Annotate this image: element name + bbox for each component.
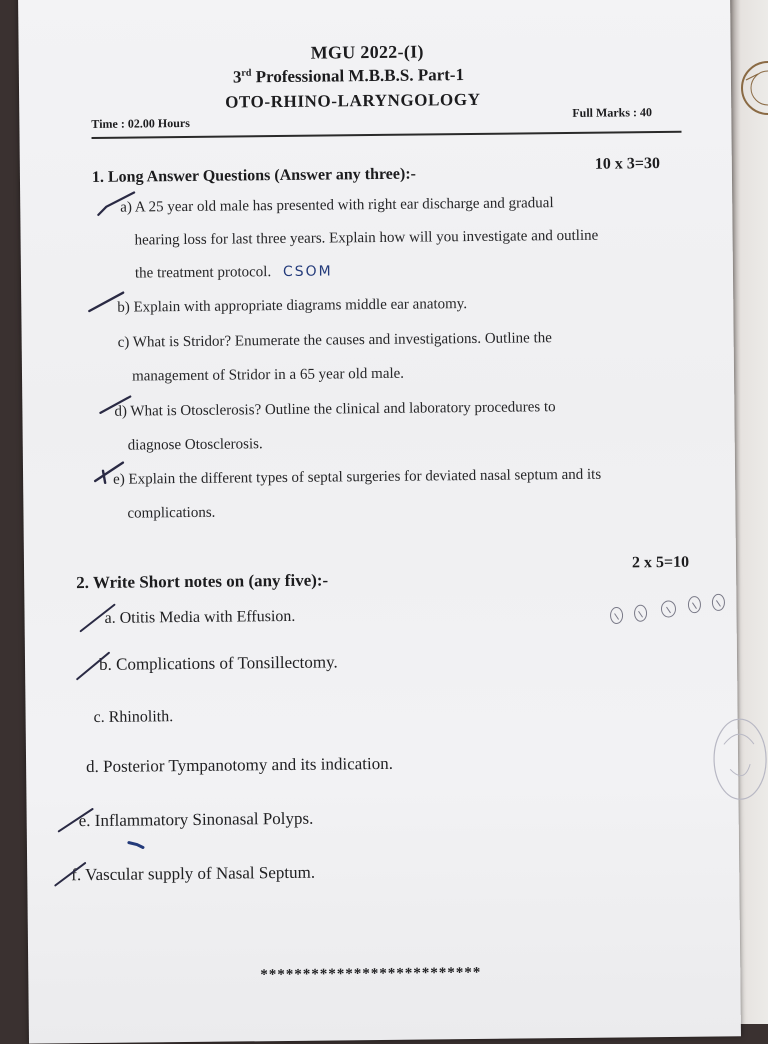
footer-stars: ************************** [260, 964, 482, 984]
short-note-c: c. Rhinolith. [93, 708, 174, 726]
header-divider [92, 131, 682, 139]
question-e-line2: complications. [127, 504, 216, 522]
handwritten-note: CSOM [282, 263, 333, 280]
question-e: e) Explain the different types of septal surgeries for deviated nasal septum and its [113, 466, 602, 488]
short-note-b: b. Complications of Tonsillectomy. [98, 652, 338, 674]
check-mark-icon [57, 805, 97, 835]
university-heading: MGU 2022-(I) [310, 41, 424, 63]
exam-title: 3rd Professional M.B.B.S. Part-1 [232, 65, 465, 87]
question-a-line3: the treatment protocol. CSOM [134, 263, 333, 282]
question-a: a) A 25 year old male has presented with right ear discharge and gradual [120, 195, 554, 216]
pen-mark-icon [127, 838, 147, 850]
check-mark-icon [53, 859, 89, 889]
check-mark-icon [93, 459, 129, 489]
short-note-e: e. Inflammatory Sinonasal Polyps. [78, 808, 314, 831]
check-mark-icon [98, 393, 134, 419]
subject-heading: OTO-RHINO-LARYNGOLOGY [225, 89, 481, 112]
short-note-a: a. Otitis Media with Effusion. [104, 607, 296, 627]
short-note-d: d. Posterior Tympanotomy and its indication. [86, 753, 394, 777]
check-mark-icon [87, 289, 127, 315]
section1-marks: 10 x 3=30 [594, 155, 661, 173]
full-marks-label: Full Marks : 40 [572, 105, 653, 120]
section2-marks: 2 x 5=10 [631, 553, 690, 572]
section1-title: 1. Long Answer Questions (Answer any three):- [91, 165, 417, 186]
stamp-icon [728, 60, 768, 130]
time-label: Time : 02.00 Hours [91, 115, 190, 131]
circled-letter-icon [608, 592, 728, 627]
short-note-f: f. Vascular supply of Nasal Septum. [71, 862, 316, 885]
check-mark-icon [96, 188, 140, 218]
question-d-line2: diagnose Otosclerosis. [127, 436, 263, 454]
check-mark-icon [75, 649, 115, 683]
scribble-icon [710, 714, 768, 805]
question-c: c) What is Stridor? Enumerate the causes and investigations. Outline the [117, 330, 552, 351]
question-d: d) What is Otosclerosis? Outline the clinical and laboratory procedures to [114, 399, 556, 420]
section2-title: 2. Write Short notes on (any five):- [76, 570, 329, 593]
check-mark-icon [78, 601, 118, 635]
question-a-line2: hearing loss for last three years. Explain how will you investigate and outline [134, 227, 599, 249]
question-c-line2: management of Stridor in a 65 year old male. [131, 365, 405, 385]
question-b: b) Explain with appropriate diagrams middle ear anatomy. [117, 296, 468, 316]
exam-paper [18, 0, 741, 1044]
